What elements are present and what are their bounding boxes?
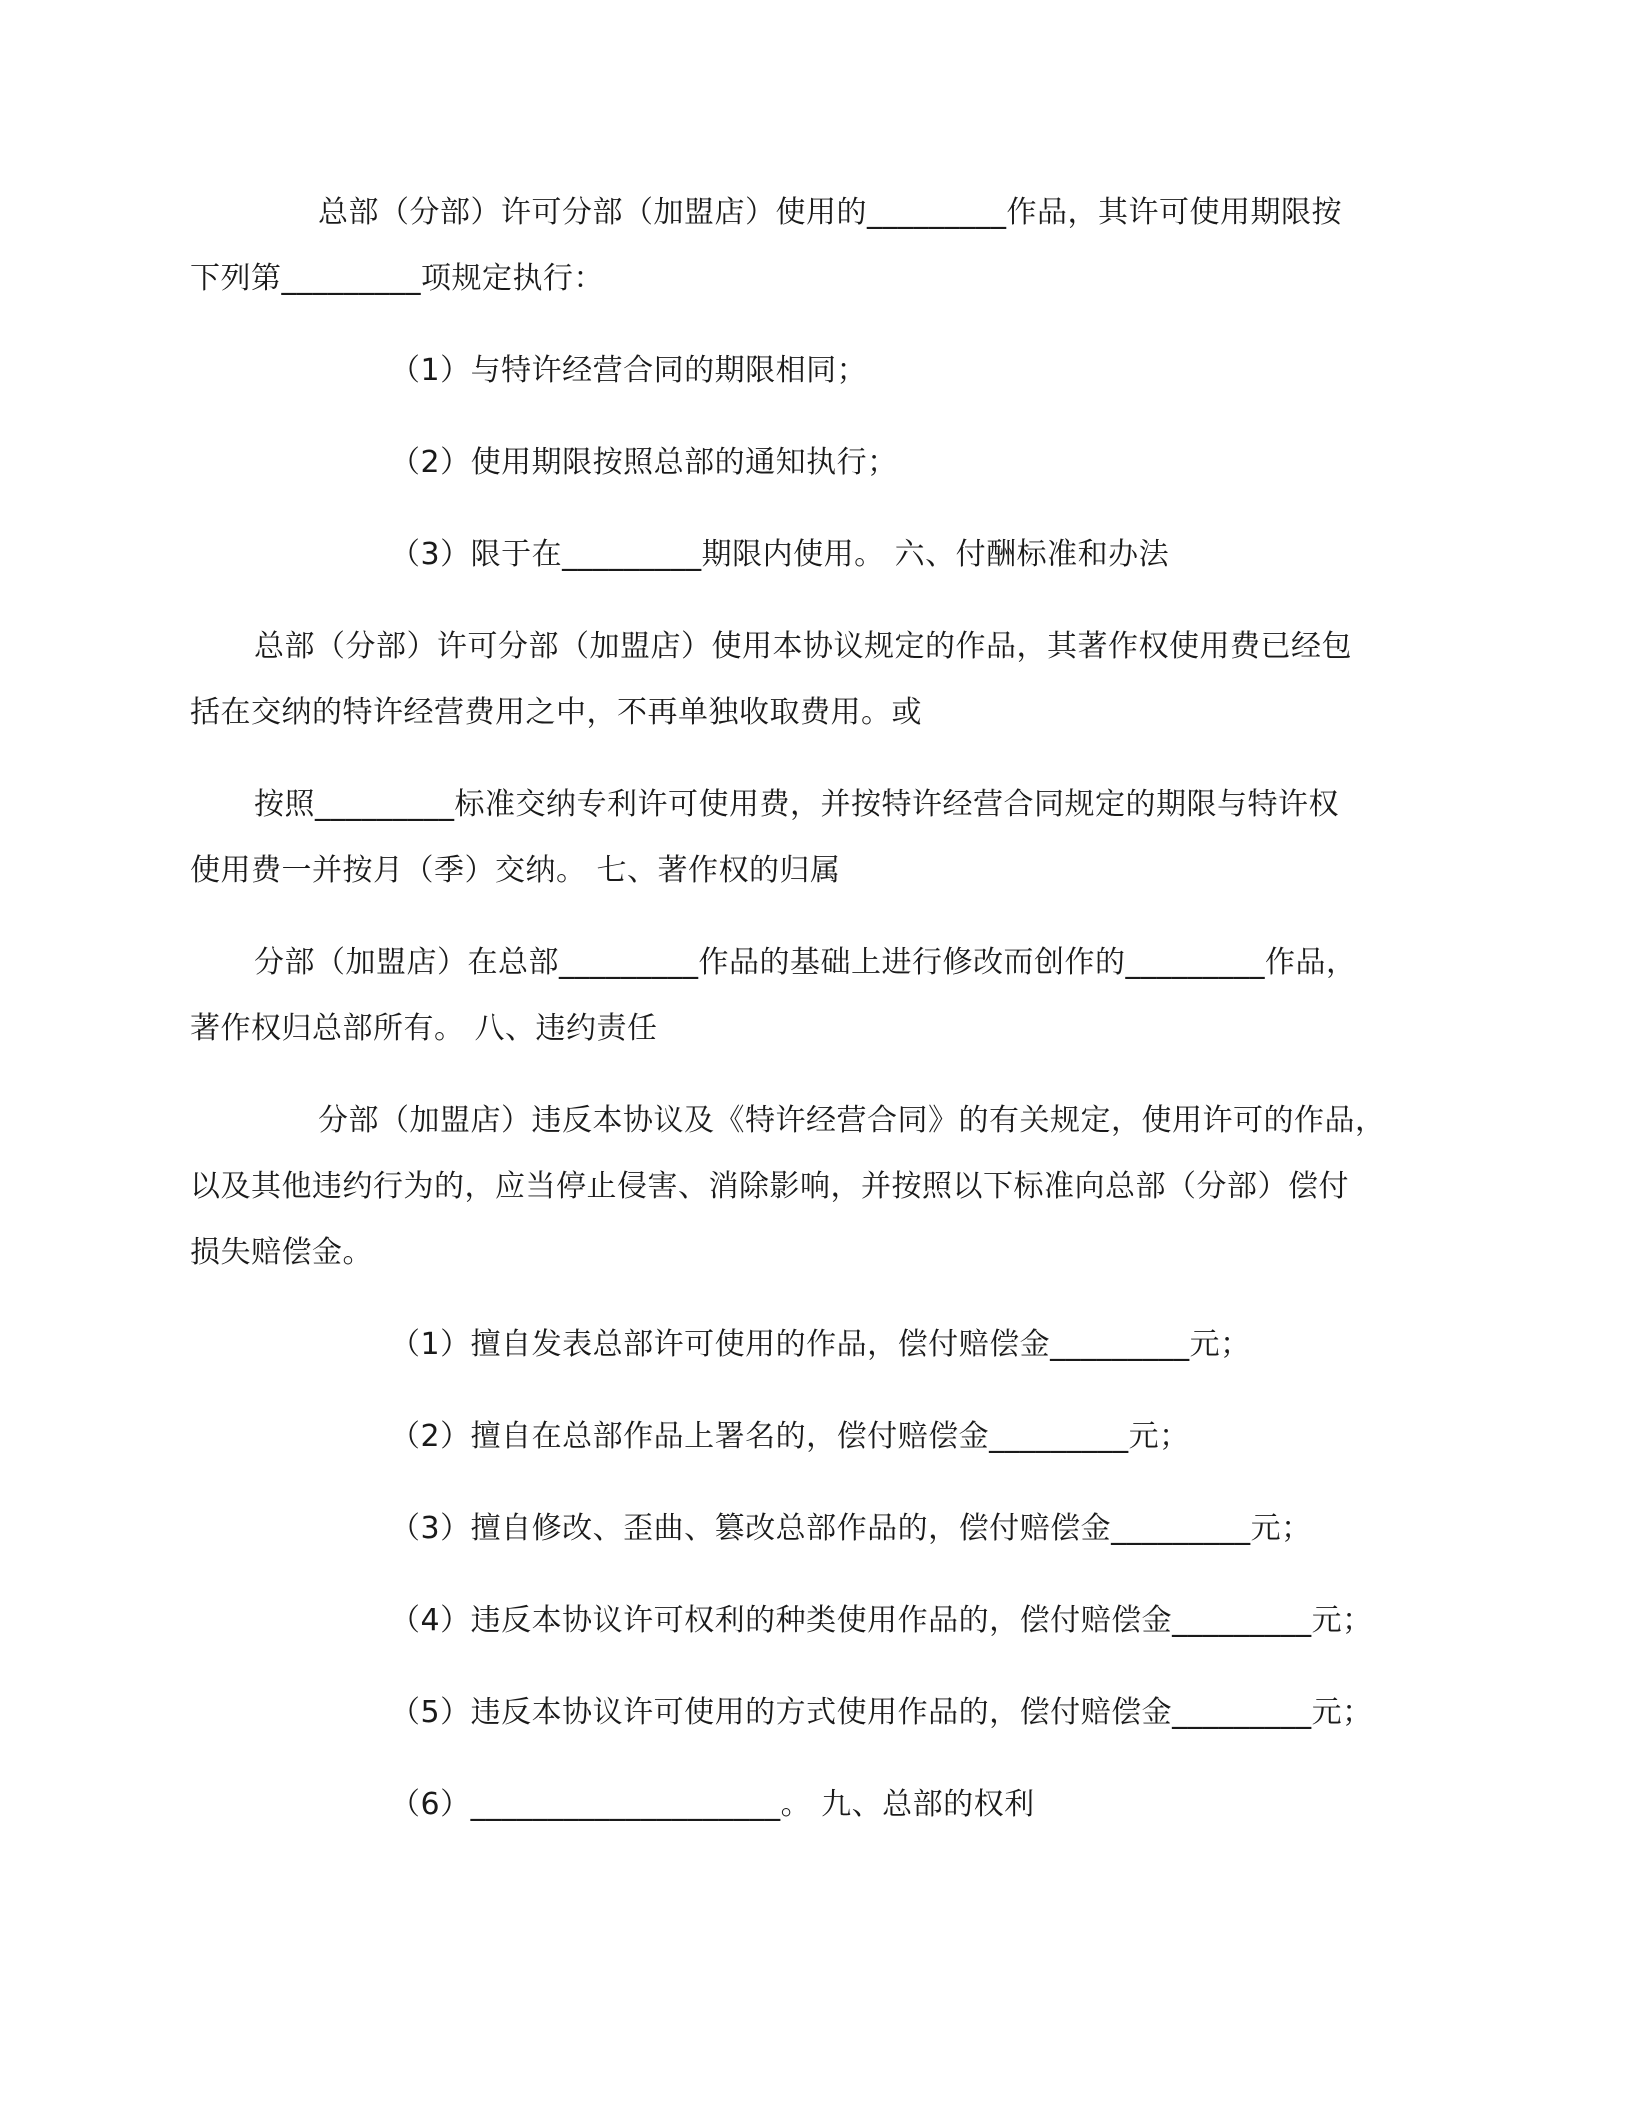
liability-item-1: （1）擅自发表总部许可使用的作品，偿付赔偿金_________元； (390, 1327, 1251, 1362)
license-term-item-3: （3）限于在_________期限内使用。 六、付酬标准和办法 (390, 537, 1170, 572)
fees-line-1: 总部（分部）许可分部（加盟店）使用本协议规定的作品，其著作权使用费已经包 (254, 629, 1352, 664)
ownership-line-2: 著作权归总部所有。 八、违约责任 (190, 1011, 658, 1046)
fees-line-3: 按照_________标准交纳专利许可使用费，并按特许经营合同规定的期限与特许权 (254, 787, 1339, 822)
ownership-line-1: 分部（加盟店）在总部_________作品的基础上进行修改而创作的_________作品， (254, 945, 1357, 980)
license-term-item-2: （2）使用期限按照总部的通知执行； (390, 445, 898, 480)
liability-line-2: 以及其他违约行为的，应当停止侵害、消除影响，并按照以下标准向总部（分部）偿付 (190, 1169, 1349, 1204)
liability-line-1: 分部（加盟店）违反本协议及《特许经营合同》的有关规定，使用许可的作品， (318, 1103, 1386, 1138)
liability-line-3: 损失赔偿金。 (190, 1235, 373, 1270)
liability-item-4: （4）违反本协议许可权利的种类使用作品的，偿付赔偿金_________元； (390, 1603, 1373, 1638)
fees-line-2: 括在交纳的特许经营费用之中，不再单独收取费用。或 (190, 695, 922, 730)
license-term-item-1: （1）与特许经营合同的期限相同； (390, 353, 868, 388)
license-term-line-2: 下列第_________项规定执行： (190, 261, 604, 296)
fees-line-4: 使用费一并按月（季）交纳。 七、著作权的归属 (190, 853, 841, 888)
liability-item-3: （3）擅自修改、歪曲、篡改总部作品的，偿付赔偿金_________元； (390, 1511, 1312, 1546)
liability-item-6: （6）____________________。 九、总部的权利 (390, 1787, 1035, 1822)
liability-item-2: （2）擅自在总部作品上署名的，偿付赔偿金_________元； (390, 1419, 1190, 1454)
license-term-line-1: 总部（分部）许可分部（加盟店）使用的_________作品，其许可使用期限按 (318, 195, 1342, 230)
liability-item-5: （5）违反本协议许可使用的方式使用作品的，偿付赔偿金_________元； (390, 1695, 1373, 1730)
